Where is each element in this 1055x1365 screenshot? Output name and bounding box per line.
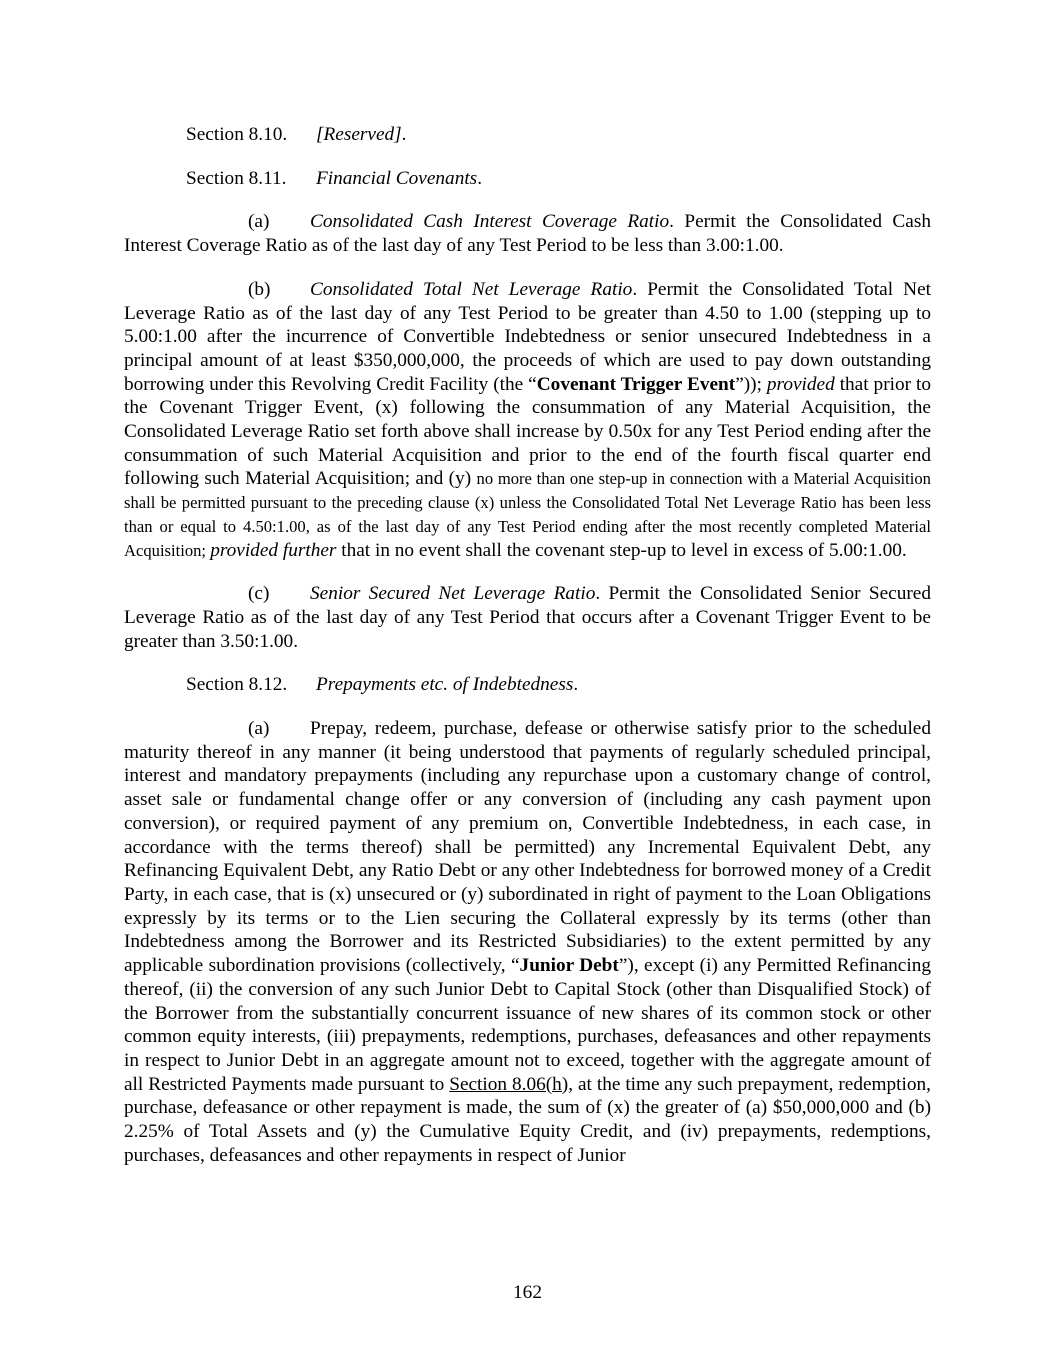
paragraph-8-11-a: (a) Consolidated Cash Interest Coverage Ratio. Permit the Consolidated Cash Interest Coverage Ratio as of the last day of any Test Period to be less than 3.00:1.00. [124,211,931,257]
paragraph-8-11-b: (b) Consolidated Total Net Leverage Ratio. Permit the Consolidated Total Net Leverage Ratio as of the last day of any Test Period to be greater than 4.50 to 1.00 (stepping up to 5.00:1.00 after the incurrence of Convertible Indebtedness or senior unsecured Indebtedness in a principal amount of at least $350,000,000, the proceeds of which are used to pay down outstanding borrowing under this Revolving Credit Facility (the “Covenant Trigger Event”)); provided that prior to the Covenant Trigger Event, (x) following the consummation of any Material Acquisition, the Consolidated Leverage Ratio set forth above shall increase by 0.50x for any Test Period ending after the consummation of such Material Acquisition and prior to the end of the fourth fiscal quarter end following such Material Acquisition; and (y) no more than one step-up in connection with a Material Acquisition shall be permitted pursuant to the preceding clause (x) unless the Consolidated Total Net Leverage Ratio has been less than or equal to 4.50:1.00, as of the last day of any Test Period ending after the most recently completed Material Acquisition; provided further that in no event shall the covenant step-up to level in excess of 5.00:1.00. [124,278,931,561]
clause-title: Consolidated Total Net Leverage Ratio [310,278,633,300]
section-number: Section 8.12. [186,674,288,696]
section-title: [Reserved] [316,124,402,145]
page-number: 162 [513,1282,542,1303]
proviso: provided further [210,539,337,561]
clause-title: Senior Secured Net Leverage Ratio [310,583,596,605]
paragraph-8-11-c: (c) Senior Secured Net Leverage Ratio. Permit the Consolidated Senior Secured Leverage Ratio as of the last day of any Test Period that occurs after a Covenant Trigger Event to be greater than 3.50:1.00. [124,583,931,652]
clause-label: (a) [248,718,270,740]
defined-term: Covenant Trigger Event [536,373,736,395]
section-title: Prepayments etc. of Indebtedness [316,674,574,696]
paragraph-8-12-a: (a) Prepay, redeem, purchase, defease or otherwise satisfy prior to the scheduled maturity thereof in any manner (it being understood that payments of regularly scheduled principal, interest and mandatory prepayments (including any repurchase upon a customary change of control, asset sale or fundamental change offer or any conversion of (including any cash payment upon conversion), or required payment of any premium on, Convertible Indebtedness, in each case, in accordance with the terms thereof) shall be permitted) any Incremental Equivalent Debt, any Refinancing Equivalent Debt, any Ratio Debt or any other Indebtedness for borrowed money of a Credit Party, in each case, that is (x) unsecured or (y) subordinated in right of payment to the Loan Obligations expressly by its terms or to the Lien securing the Collateral expressly by its terms (other than Indebtedness among the Borrower and its Restricted Subsidiaries) to the extent permitted by any applicable subordination provisions (collectively, “Junior Debt”), except (i) any Permitted Refinancing thereof, (ii) the conversion of any such Junior Debt to Capital Stock (other than Disqualified Stock) of the Borrower from the substantially concurrent issuance of new shares of its common stock or other common equity interests, (iii) prepayments, redemptions, purchases, defeasances and other repayments in respect to Junior Debt in an aggregate amount not to exceed, together with the aggregate amount of all Restricted Payments made pursuant to Section 8.06(h), at the time any such prepayment, redemption, purchase, defeasance or other repayment is made, the sum of (x) the greater of (a) $50,000,000 and (b) 2.25% of Total Assets and (y) the Cumulative Equity Credit, and (iv) prepayments, redemptions, purchases, defeasances and other repayments in respect of Junior [124,718,932,1166]
section-number: Section 8.11. [186,167,287,189]
document-page [124,123,931,1187]
section-cross-reference: Section 8.06(h) [449,1073,569,1095]
section-8-12-heading: Section 8.12. Prepayments etc. of Indebtedness. [186,674,579,696]
clause-title: Consolidated Cash Interest Coverage Ratio [310,211,670,233]
clause-label: (c) [248,583,270,605]
clause-label: (a) [248,211,270,233]
section-8-10-heading: Section 8.10. [Reserved]. [186,124,407,145]
small-text-insert: no more than one step-up in connection with a Material Acquisition shall be permitted pursuant to the preceding clause (x) unless the Consolidated Total Net Leverage Ratio has been less than or equal to 4.50:1.00, as of the last day of any Test Period ending after the most recently completed Material Acquisition; [124,469,931,560]
proviso: provided [766,373,835,395]
clause-label: (b) [248,278,271,300]
section-title: Financial Covenants [316,167,478,189]
defined-term: Junior Debt [519,955,619,977]
section-8-11-heading: Section 8.11. Financial Covenants. [186,167,483,189]
section-number: Section 8.10. [186,124,288,145]
